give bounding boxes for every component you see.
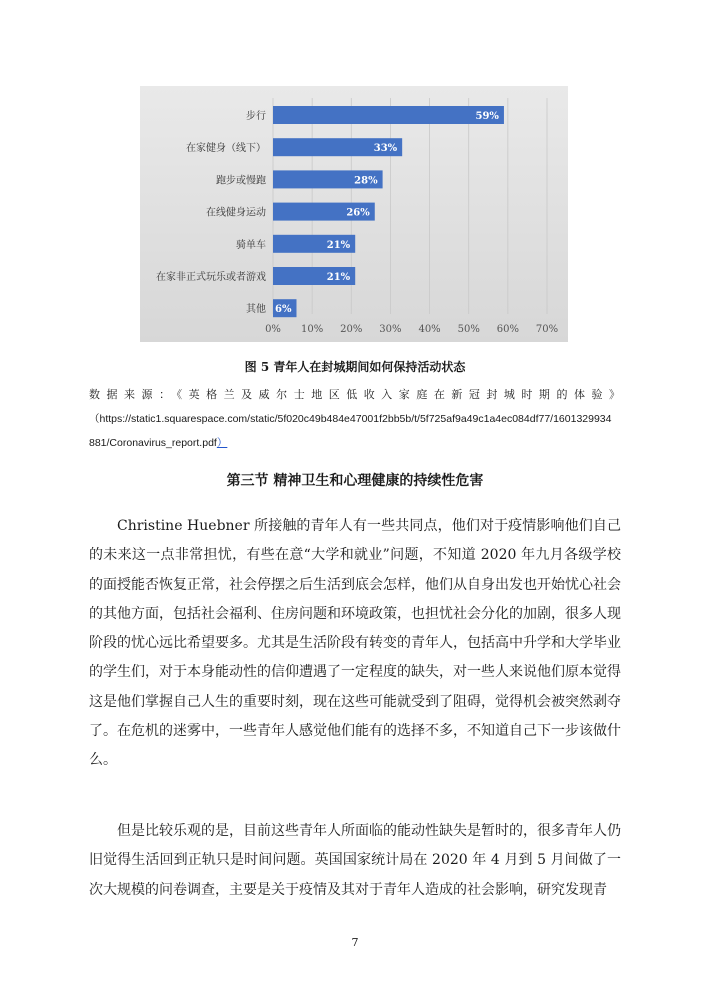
data-label: 28% (354, 175, 378, 187)
data-label: 6% (275, 304, 292, 316)
bar (273, 106, 504, 124)
bar-chart (140, 86, 568, 342)
paragraph-2: 但是比较乐观的是，目前这些青年人所面临的能动性缺失是暂时的，很多青年人仍旧觉得生活回到正轨只是时间问题。英国国家统计局在 2020 年 4 月到 5 月间做了一次大规模的问卷调查，主要是关于疫情及其对于青年人造成的社会影响，研究发现青 (89, 823, 621, 898)
figure-caption: 图 5 青年人在封城期间如何保持活动状态 (244, 360, 466, 374)
category-label: 在线健身运动 (206, 207, 266, 219)
category-label: 跑步或慢跑 (216, 175, 266, 187)
figure-source (89, 383, 621, 455)
source-url-end: 881/Coronavirus_report.pdf (89, 437, 217, 449)
data-label: 59% (475, 111, 499, 122)
data-label: 21% (326, 272, 351, 283)
x-tick-label: 30% (379, 324, 402, 335)
section-title: 第三节 精神卫生和心理健康的持续性危害 (226, 473, 484, 489)
category-label: 步行 (246, 111, 266, 122)
x-tick-label: 50% (457, 324, 480, 335)
source-url-line-2 (89, 431, 621, 455)
data-label: 26% (346, 207, 370, 219)
x-tick-label: 70% (535, 324, 559, 335)
x-tick-label: 10% (301, 324, 324, 335)
page-number: 7 (351, 936, 359, 949)
source-line-1: 数据来源：《英格兰及威尔士地区低收入家庭在新冠封城时期的体验》 (89, 388, 621, 401)
category-label: 其他 (246, 304, 266, 316)
category-label: 骑单车 (236, 239, 266, 251)
chart-svg (140, 86, 568, 342)
data-label: 33% (373, 143, 398, 155)
x-tick-label: 20% (340, 324, 363, 335)
paragraph-1: Christine Huebner 所接触的青年人有一些共同点，他们对于疫情影响他们自己的未来这一点非常担忧，有些在意“大学和就业”问题，不知道 2020 年九月各级学校的面授能否恢复正常，社会停摆之后生活到底会怎样，他们从自身出发也开始忧心社会的其他方面，包括社会福利、住房问题和环境政策，也担忧社会分化的加剧，很多人现阶段的忧心远比希望要多。尤其是生活阶段有转变的青年人，包括高中升学和大学毕业的学生们，对于本身能动性的信仰遭遇了一定程度的缺失，对一些人来说他们原本觉得这是他们掌握自己人生的重要时刻，现在这些可能就受到了阻碍，觉得机会被突然剥夺了。在危机的迷雾中，一些青年人感觉他们能有的选择不多，不知道自己下一步该做什么。 (89, 518, 621, 769)
x-tick-label: 40% (418, 324, 441, 335)
x-tick-label: 0% (265, 324, 281, 335)
category-label: 在家健身（线下） (186, 143, 266, 155)
x-tick-label: 60% (496, 324, 519, 335)
category-label: 在家非正式玩乐或者游戏 (156, 272, 266, 283)
source-url-line-1: （https://static1.squarespace.com/static/5f020c49b484e47001f2bb5b/t/5f725af9a49c1a4ec084df77/1601329934 (89, 413, 612, 425)
source-closing-paren: ） (216, 437, 228, 449)
data-label: 21% (326, 239, 351, 251)
